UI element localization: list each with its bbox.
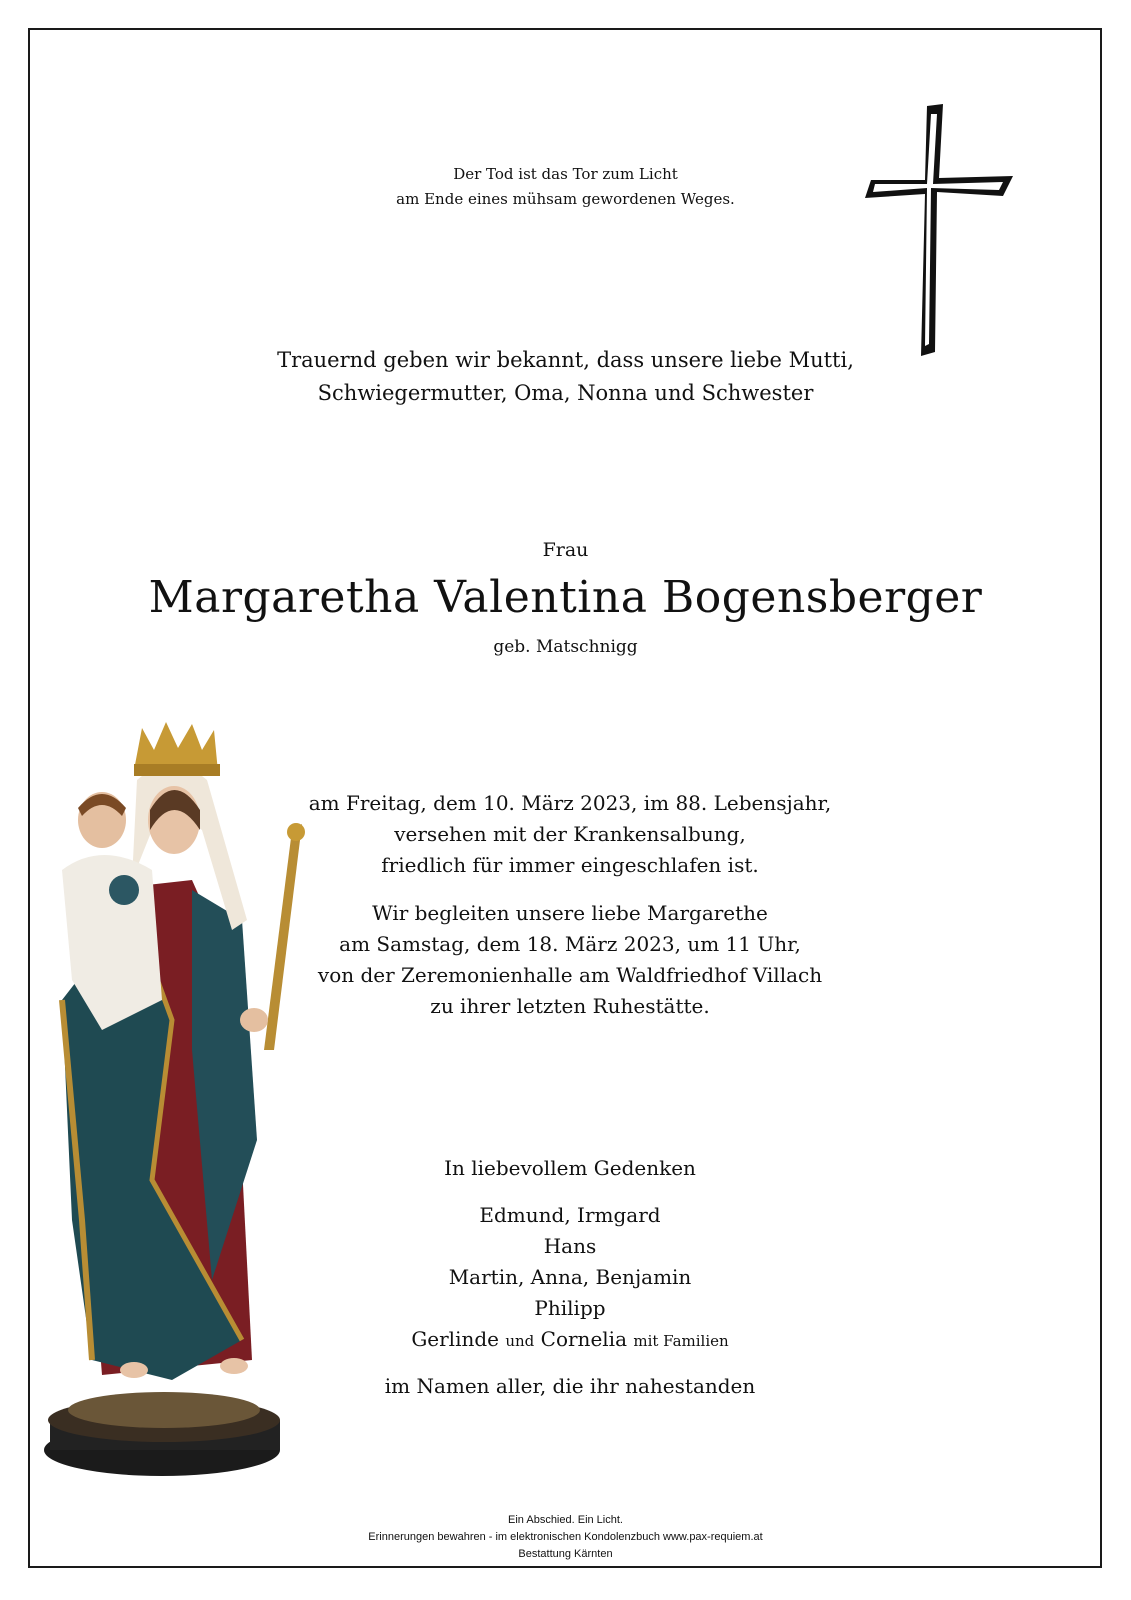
closing-line: im Namen aller, die ihr nahestanden xyxy=(384,1374,756,1398)
motto-line: Der Tod ist das Tor zum Licht xyxy=(453,165,678,183)
deceased-name: Margaretha Valentina Bogensberger xyxy=(148,572,983,623)
mourner-names xyxy=(270,1200,870,1357)
motto-line: am Ende eines mühsam gewordenen Weges. xyxy=(396,190,735,208)
footer-line: Erinnerungen bewahren - im elektronischen Kondolenzbuch www.pax-requiem.at xyxy=(368,1531,763,1543)
mourner-line: Edmund, Irmgard xyxy=(479,1203,661,1227)
mourner-conjunction: und xyxy=(505,1332,535,1350)
cross-icon xyxy=(865,104,1025,356)
funeral-line: am Samstag, dem 18. März 2023, um 11 Uhr, xyxy=(339,932,801,956)
death-notice xyxy=(270,788,870,881)
mourner-line: Martin, Anna, Benjamin xyxy=(448,1265,692,1289)
mourner-name: Cornelia xyxy=(540,1327,627,1351)
deceased-birth-name: geb. Matschnigg xyxy=(493,637,638,657)
footer-line: Ein Abschied. Ein Licht. xyxy=(508,1514,623,1526)
memory-heading: In liebevollem Gedenken xyxy=(444,1156,696,1180)
motto xyxy=(0,162,1131,212)
announcement-line: Trauernd geben wir bekannt, dass unsere liebe Mutti, xyxy=(277,348,854,372)
death-notice-line: friedlich für immer eingeschlafen ist. xyxy=(381,853,759,877)
mourner-line: Philipp xyxy=(534,1296,606,1320)
mourner-name: Gerlinde xyxy=(411,1327,499,1351)
footer xyxy=(0,1512,1131,1563)
funeral-line: zu ihrer letzten Ruhestätte. xyxy=(430,994,710,1018)
death-notice-line: versehen mit der Krankensalbung, xyxy=(394,822,746,846)
announcement-line: Schwiegermutter, Oma, Nonna und Schwester xyxy=(317,381,814,405)
deceased-title: Frau xyxy=(542,539,589,561)
announcement xyxy=(0,344,1131,410)
death-notice-line: am Freitag, dem 10. März 2023, im 88. Lebensjahr, xyxy=(308,791,832,815)
mourner-suffix: mit Familien xyxy=(633,1332,729,1350)
funeral-notice xyxy=(270,898,870,1022)
mourner-line: Hans xyxy=(543,1234,597,1258)
funeral-line: von der Zeremonienhalle am Waldfriedhof Villach xyxy=(317,963,823,987)
mourner-line xyxy=(270,1324,870,1357)
footer-line: Bestattung Kärnten xyxy=(518,1548,613,1560)
funeral-line: Wir begleiten unsere liebe Margarethe xyxy=(372,901,768,925)
